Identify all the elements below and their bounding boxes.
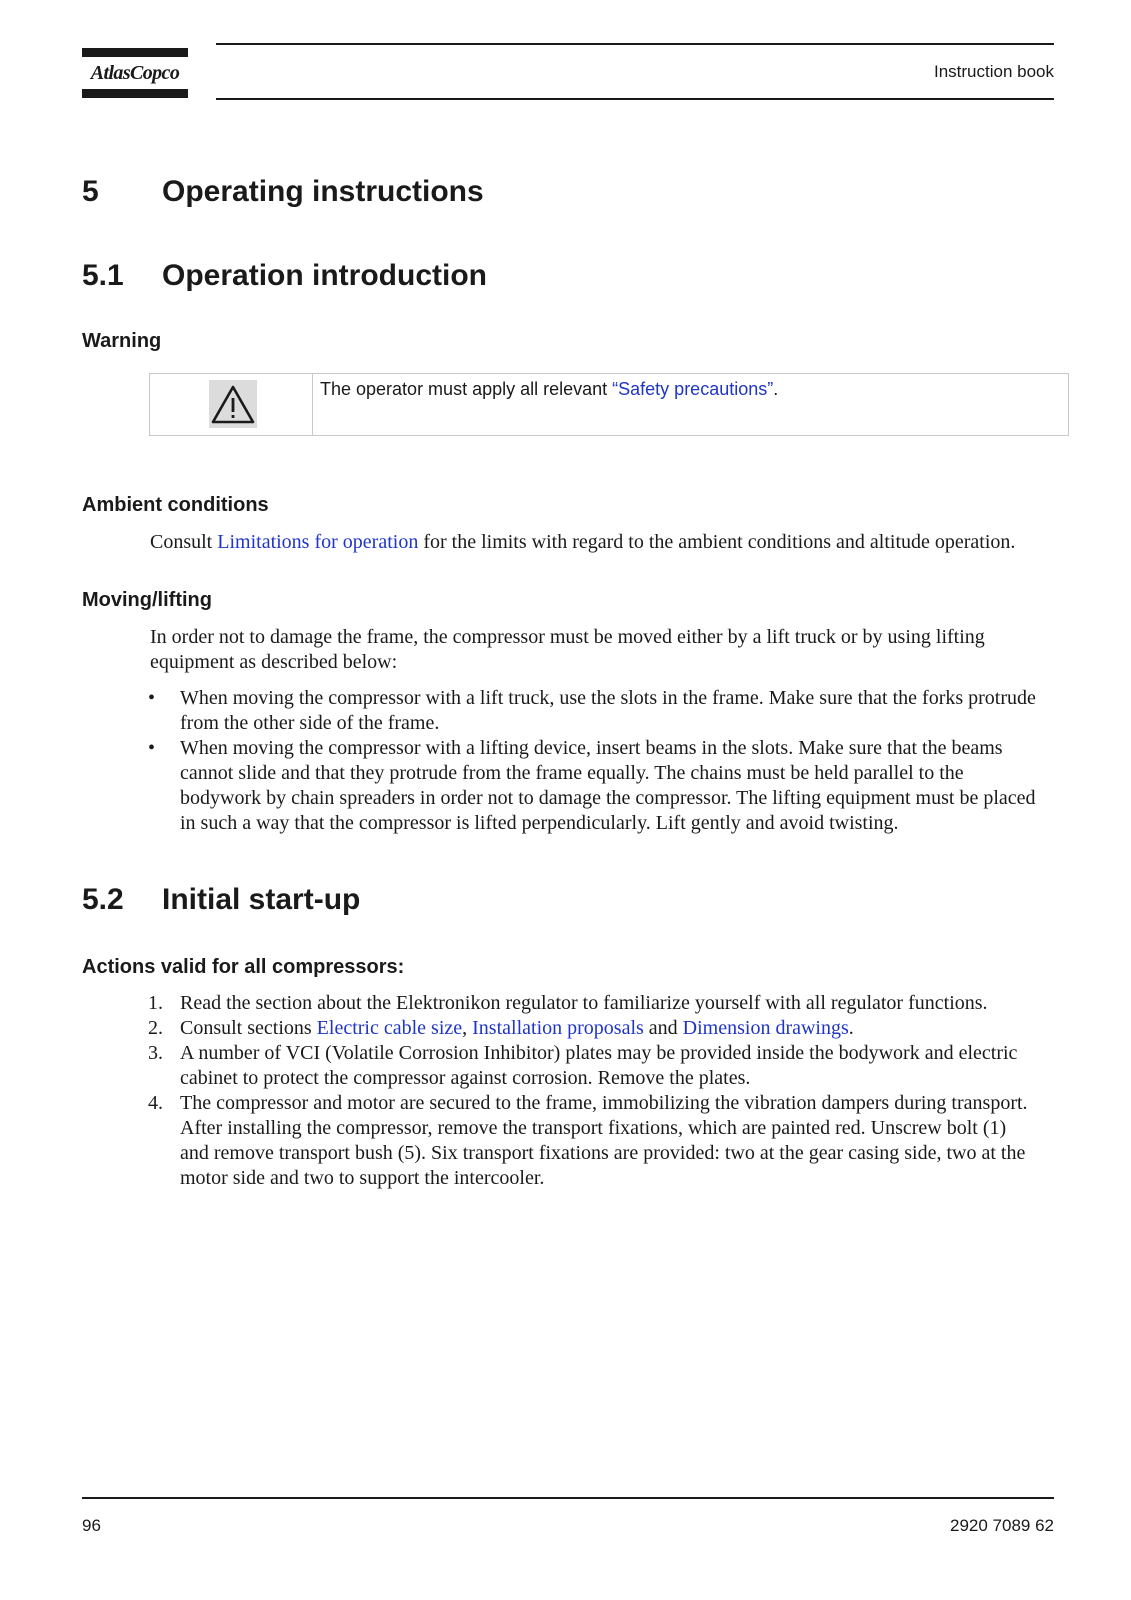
item-line: and remove transport bush (5). Six transport fixations are provided: two at the gear casing side, two at the (180, 1142, 1026, 1164)
logo-bar-bottom (82, 89, 188, 98)
item-text: Consult sections (180, 1017, 317, 1039)
bullet-line: from the other side of the frame. (180, 712, 440, 734)
installation-proposals-link[interactable]: Installation proposals (472, 1017, 644, 1039)
actions-heading: Actions valid for all compressors: (82, 956, 405, 978)
bullet-marker: • (148, 687, 156, 709)
moving-intro (150, 625, 985, 675)
bullet-line: bodywork by chain spreaders in order not to damage the compressor. The lifting equipment must be placed (180, 787, 1036, 809)
bullet-line: When moving the compressor with a lift truck, use the slots in the frame. Make sure that the forks protrude (180, 687, 1036, 709)
atlas-copco-logo (82, 48, 188, 100)
section-number: 5.1 (82, 259, 124, 292)
bullet-line: cannot slide and that they protrude from the frame equally. The chains must be held parallel to the (180, 762, 964, 784)
safety-precautions-link[interactable]: “Safety precautions” (612, 379, 774, 399)
footer-rule (82, 1497, 1054, 1499)
section-title: Initial start-up (162, 883, 361, 916)
section-number: 5.2 (82, 883, 124, 916)
warning-text-before: The operator must apply all relevant (320, 379, 613, 399)
ambient-text-before: Consult (150, 531, 218, 553)
warning-text (320, 379, 778, 400)
ambient-text-after: for the limits with regard to the ambient conditions and altitude operation. (418, 531, 1016, 553)
ambient-heading: Ambient conditions (82, 494, 269, 516)
chapter-number: 5 (82, 175, 99, 208)
electric-cable-size-link[interactable]: Electric cable size (316, 1017, 463, 1039)
item-line: A number of VCI (Volatile Corrosion Inhibitor) plates may be provided inside the bodywork and electric (180, 1042, 1018, 1064)
header-title: Instruction book (933, 62, 1054, 81)
item-line: The compressor and motor are secured to the frame, immobilizing the vibration dampers during transport. (180, 1092, 1028, 1114)
item-line (180, 1016, 1058, 1041)
chapter-title: Operating instructions (162, 175, 484, 208)
item-line: Read the section about the Elektronikon regulator to familiarize yourself with all regulator functions. (180, 992, 988, 1014)
ambient-paragraph (150, 530, 1015, 555)
moving-intro-line: In order not to damage the frame, the compressor must be moved either by a lift truck or by using lifting (150, 626, 985, 648)
limitations-link[interactable]: Limitations for operation (217, 531, 419, 553)
warning-heading: Warning (82, 330, 162, 352)
item-number: 4. (148, 1092, 163, 1114)
item-number: 1. (148, 992, 163, 1014)
warning-icon-cell (150, 374, 313, 435)
document-number: 2920 7089 62 (950, 1516, 1054, 1535)
item-text: and (643, 1017, 683, 1039)
dimension-drawings-link[interactable]: Dimension drawings (682, 1017, 849, 1039)
item-text: , (462, 1017, 473, 1039)
section-title: Operation introduction (162, 259, 487, 292)
warning-table (149, 373, 1069, 436)
logo-bar-top (82, 48, 188, 57)
warning-triangle-icon (209, 380, 257, 428)
page-number: 96 (82, 1516, 101, 1535)
item-line: cabinet to protect the compressor against corrosion. Remove the plates. (180, 1067, 751, 1089)
moving-intro-line: equipment as described below: (150, 651, 398, 673)
chapter-heading (82, 174, 782, 210)
bullet-line: When moving the compressor with a lifting device, insert beams in the slots. Make sure that the beams (180, 737, 1003, 759)
item-line: motor side and two to support the intercooler. (180, 1167, 545, 1189)
bullet-marker: • (148, 737, 156, 759)
item-number: 3. (148, 1042, 163, 1064)
warning-text-after: . (773, 379, 779, 399)
item-number: 2. (148, 1017, 163, 1039)
section-heading-5-1 (82, 258, 782, 294)
item-text: . (848, 1017, 854, 1039)
moving-heading: Moving/lifting (82, 589, 212, 611)
section-heading-5-2 (82, 882, 782, 918)
bullet-line: in such a way that the compressor is lifted perpendicularly. Lift gently and avoid twisting. (180, 812, 899, 834)
item-line: After installing the compressor, remove the transport fixations, which are painted red. Unscrew bolt (1) (180, 1117, 1007, 1139)
header-rule-top (216, 43, 1054, 45)
logo-wordmark: AtlasCopco (90, 62, 180, 84)
header-rule-bottom (216, 98, 1054, 100)
